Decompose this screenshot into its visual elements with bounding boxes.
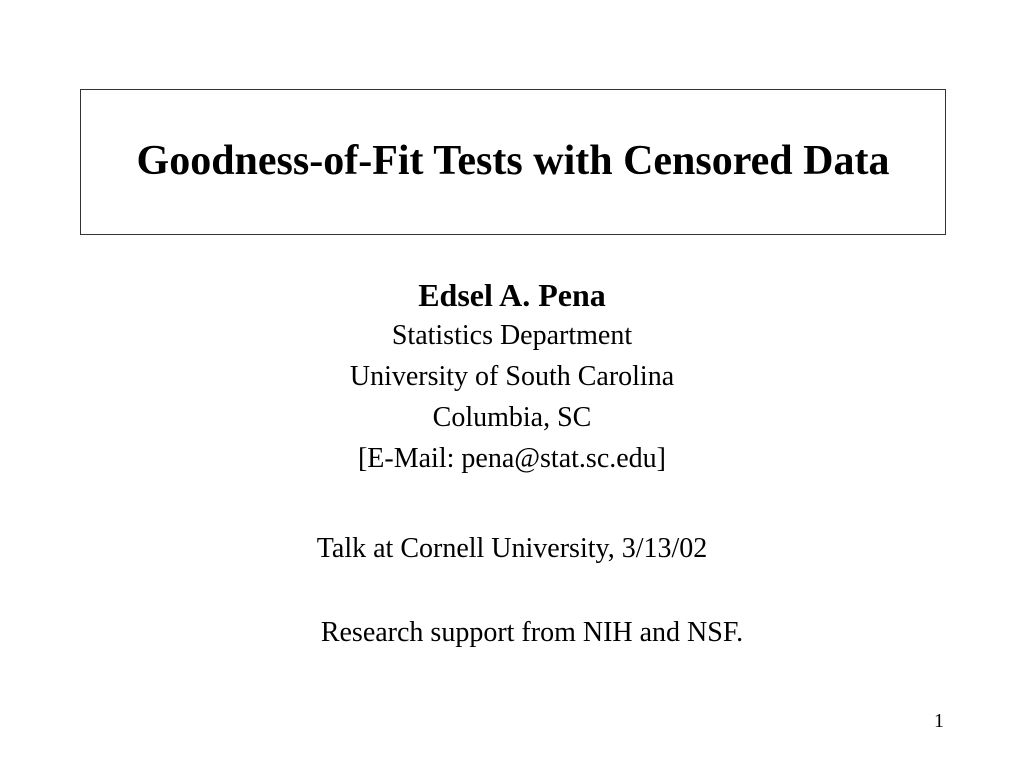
author-name: Edsel A. Pena bbox=[418, 277, 606, 313]
author-block bbox=[0, 275, 1024, 479]
research-support: Research support from NIH and NSF. bbox=[320, 617, 744, 648]
author-email: [E-Mail: pena@stat.sc.edu] bbox=[357, 443, 666, 474]
author-department: Statistics Department bbox=[391, 320, 633, 351]
author-university: University of South Carolina bbox=[349, 361, 675, 392]
page-number: 1 bbox=[934, 710, 944, 732]
slide-title: Goodness-of-Fit Tests with Censored Data bbox=[136, 138, 890, 184]
title-box bbox=[80, 89, 946, 235]
author-location: Columbia, SC bbox=[432, 402, 592, 433]
talk-info: Talk at Cornell University, 3/13/02 bbox=[316, 533, 708, 564]
